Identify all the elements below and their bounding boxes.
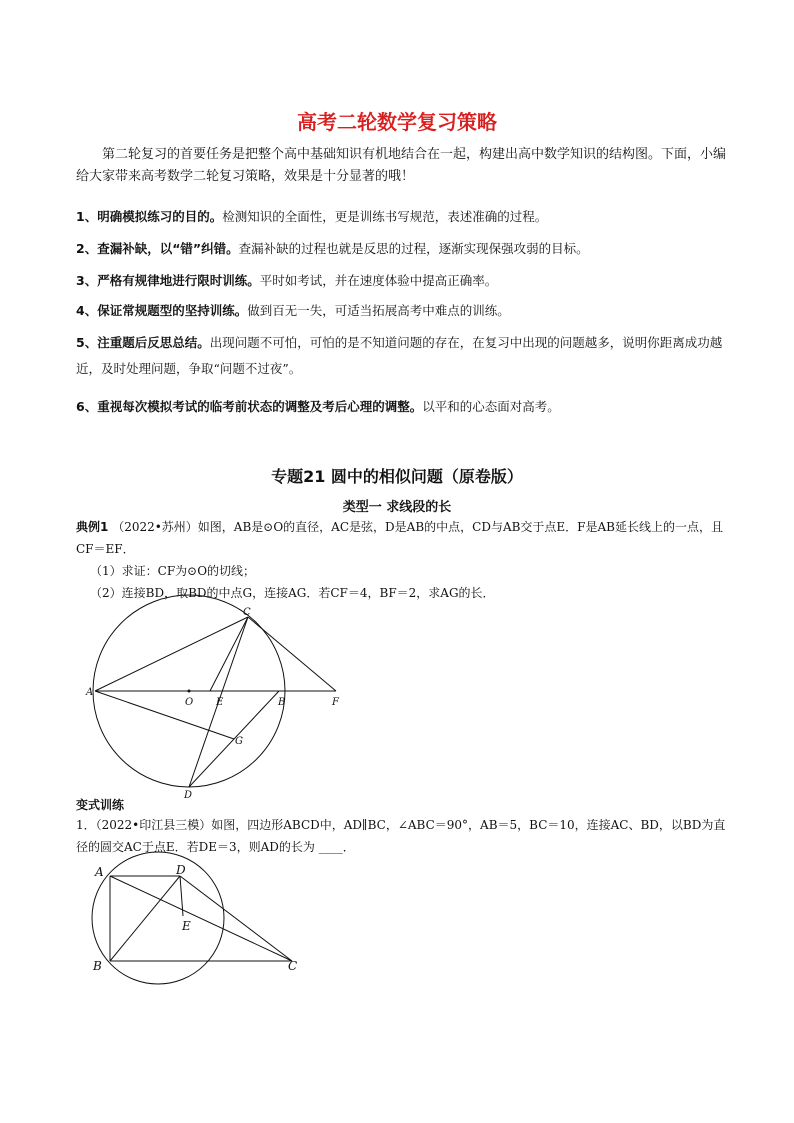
label-a: A: [86, 687, 94, 698]
strategy-text: 出现问题不可怕，可怕的是不知道问题的存在，在复习中出现的问题越多，说明你距离成功越近，及时处理问题，争取“问题不过夜”。: [76, 335, 723, 376]
segment-de: [180, 876, 183, 916]
strategy-heading: 2、查漏补缺，以“错”纠错。: [76, 241, 239, 256]
practice-title: 变式训练: [76, 798, 125, 812]
label-e: E: [216, 697, 224, 708]
label-b: B: [278, 697, 286, 708]
example-question-2: （2）连接BD，取BD的中点G，连接AG．若CF＝4，BF＝2，求AG的长．: [90, 586, 495, 600]
strategy-heading: 5、注重题后反思总结。: [76, 335, 210, 350]
segment-bd: [110, 876, 180, 961]
label-e: E: [182, 919, 191, 933]
label-c: C: [243, 607, 251, 618]
strategy-text: 检测知识的全面性，更是训练书写规范，表述准确的过程。: [222, 209, 548, 224]
section-title: 专题21 圆中的相似问题（原卷版）: [271, 467, 523, 486]
label-o: O: [185, 697, 194, 708]
example-label: 典例1: [76, 520, 109, 534]
label-d: D: [176, 863, 186, 877]
page-title: 高考二轮数学复习策略: [297, 110, 497, 134]
label-a: A: [95, 865, 104, 879]
subsection-title: 类型一 求线段的长: [342, 500, 452, 515]
label-f: F: [332, 697, 339, 708]
strategy-text: 以平和的心态面对高考。: [422, 399, 560, 414]
example-question-1: （1）求证：CF为⊙O的切线；: [90, 564, 256, 578]
example-text: （2022•苏州）如图，AB是⊙O的直径，AC是弦，D是AB的中点，CD与AB交于点E．F是AB延长线上的一点，且CF＝EF．: [76, 520, 723, 556]
strategy-text: 做到百无一失，可适当拓展高考中难点的训练。: [247, 303, 510, 318]
strategy-heading: 4、保证常规题型的坚持训练。: [76, 303, 248, 318]
strategy-heading: 1、明确模拟练习的目的。: [76, 209, 223, 224]
label-g: G: [235, 736, 243, 747]
intro-paragraph: 第二轮复习的首要任务是把整个高中基础知识有机地结合在一起，构建出高中数学知识的结构图。下面，小编给大家带来高考数学二轮复习策略，效果是十分显著的哦！: [76, 147, 727, 184]
strategy-text: 平时如考试，并在速度体验中提高正确率。: [259, 273, 498, 288]
strategy-heading: 3、严格有规律地进行限时训练。: [76, 273, 260, 288]
strategy-text: 查漏补缺的过程也就是反思的过程，逐渐实现保强攻弱的目标。: [238, 241, 589, 256]
practice-problem-1: 1．（2022•印江县三模）如图，四边形ABCD中，AD∥BC，∠ABC＝90°，AB＝5，BC＝10，连接AC、BD，以BD为直径的圆交AC于点E．若DE＝3，则AD的长为 ____．: [76, 818, 726, 854]
segment-ac: [110, 876, 292, 961]
label-b: B: [93, 959, 102, 973]
strategy-heading: 6、重视每次模拟考试的临考前状态的调整及考后心理的调整。: [76, 399, 423, 414]
circle-bd: [92, 852, 224, 984]
label-d: D: [184, 790, 193, 801]
segment-dc: [180, 876, 292, 961]
label-c: C: [288, 959, 298, 973]
